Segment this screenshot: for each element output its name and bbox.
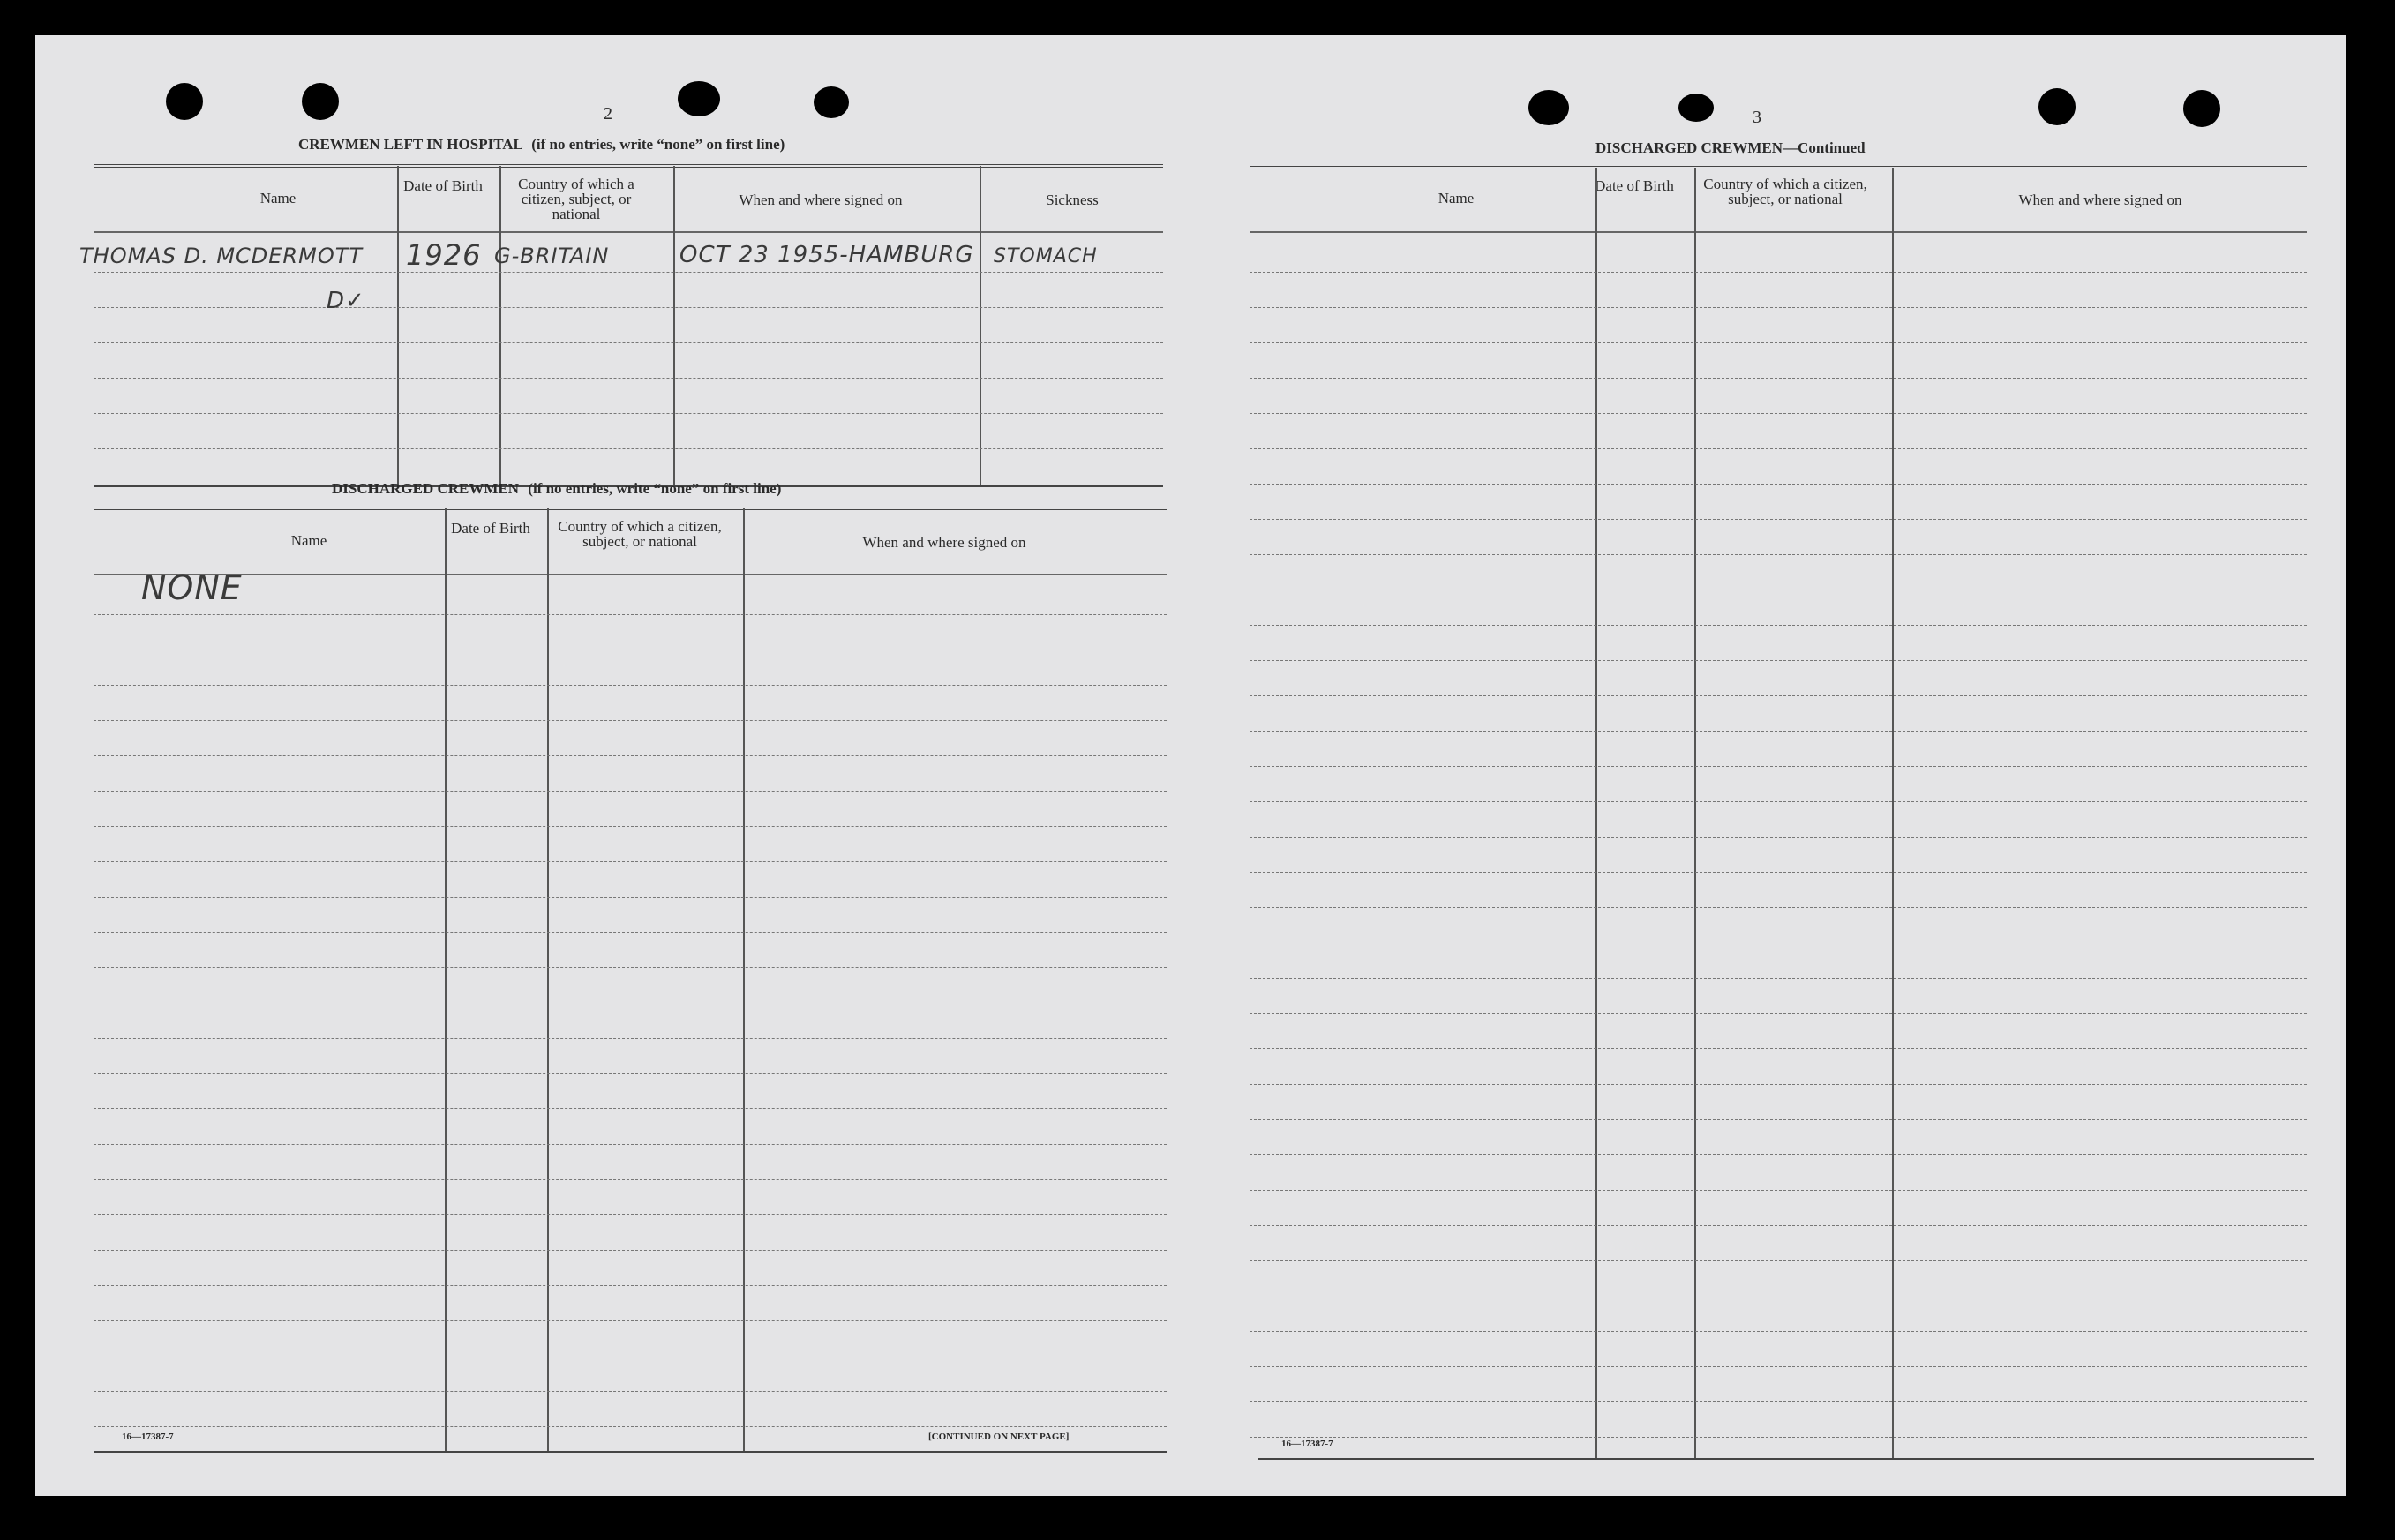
page-number: 2 [604,104,612,124]
col-header-sickness: Sickness [1046,192,1099,208]
section-instruction: (if no entries, write “none” on first line) [531,136,785,153]
form-number: 16—17387-7 [122,1431,174,1442]
entry-line [1250,766,2307,767]
entry-line [94,1426,1167,1427]
entry-line [1250,837,2307,838]
entry-line [94,755,1167,756]
entry-line [1250,484,2307,485]
punch-hole [2183,90,2220,127]
entry-line [94,307,1163,308]
entry-line [94,1250,1167,1251]
entry-line [94,1214,1167,1215]
hospital-entry-sickness: STOMACH [994,245,1098,267]
column-divider [673,166,675,487]
form-number: 16—17387-7 [1281,1439,1333,1449]
col-header-country: Country of which a citizen, subject, or national [558,518,722,550]
entry-line [1250,378,2307,379]
punch-hole [2038,88,2076,125]
entry-line [1250,1366,2307,1367]
hospital-entry-country: G-BRITAIN [494,244,610,268]
entry-line [94,1144,1167,1145]
section-title-suffix: —Continued [1783,139,1866,156]
col-header-country: Country of which a citizen, subject, or national [518,176,634,222]
entry-line [94,1391,1167,1392]
section-title-text: CREWMEN LEFT IN HOSPITAL [298,136,522,153]
entry-line [94,378,1163,379]
entry-line [1250,1013,2307,1014]
entry-line [1250,872,2307,873]
entry-line [94,1179,1167,1180]
entry-line [94,1108,1167,1109]
hospital-entry-signed-on: OCT 23 1955-HAMBURG [679,242,974,268]
entry-line [1250,1154,2307,1155]
entry-line [1250,1048,2307,1049]
entry-line [1250,1119,2307,1120]
hospital-entry-name: THOMAS D. MCDERMOTT [79,244,364,268]
entry-line [94,826,1167,827]
entry-line [1250,519,2307,520]
entry-line [94,720,1167,721]
entry-line [94,1285,1167,1286]
col-header-dob: Date of Birth [1595,177,1674,194]
header-underline [1250,231,2307,233]
entry-line [1250,1190,2307,1191]
entry-line [1250,1260,2307,1261]
right-table-bottom-rule [1258,1458,2314,1460]
entry-line [1250,907,2307,908]
discharged-table-bottom-rule [94,1451,1167,1453]
col-header-dob: Date of Birth [403,177,483,194]
entry-line [94,614,1167,615]
hospital-entry-mark: D✓ [327,288,365,314]
entry-line [1250,1084,2307,1085]
manifest-sheet [35,35,2346,1496]
right-table-top-rule [1250,166,2307,169]
entry-line [94,861,1167,862]
col-header-country: Country of which a citizen, subject, or national [1703,176,1867,207]
entry-line [94,1073,1167,1074]
discharged-continued-title [1595,139,1866,157]
col-header-name: Name [290,532,327,549]
col-header-dob: Date of Birth [451,520,530,537]
entry-line [1250,554,2307,555]
hospital-table-top-rule [94,164,1163,168]
section-title-text: DISCHARGED CREWMEN [1595,139,1783,156]
entry-line [94,1320,1167,1321]
col-header-signed-on: When and where signed on [862,534,1026,551]
discharged-table-top-rule [94,507,1167,510]
hospital-entry-dob: 1926 [406,238,482,272]
column-divider [1892,168,1894,1458]
entry-line [1250,1331,2307,1332]
entry-line [1250,448,2307,449]
entry-line [94,1038,1167,1039]
section-title-text: DISCHARGED CREWMEN [332,480,520,497]
entry-line [94,413,1163,414]
discharged-entry-none: NONE [141,568,243,607]
entry-line [1250,413,2307,414]
page-number: 3 [1753,108,1761,127]
entry-line [94,448,1163,449]
entry-line [1250,660,2307,661]
entry-line [94,967,1167,968]
entry-line [94,342,1163,343]
punch-hole [678,81,720,116]
section-instruction: (if no entries, write “none” on first line) [528,480,782,497]
header-underline [94,574,1167,575]
entry-line [94,932,1167,933]
entry-line [1250,625,2307,626]
entry-line [1250,731,2307,732]
entry-line [94,685,1167,686]
punch-hole [814,86,849,118]
col-header-signed-on: When and where signed on [739,192,903,208]
entry-line [1250,272,2307,273]
punch-hole [1528,90,1569,125]
continued-note: [CONTINUED ON NEXT PAGE] [928,1431,1070,1442]
column-divider [397,166,399,487]
col-header-name: Name [259,190,297,207]
hospital-section-title [298,136,785,154]
entry-line [1250,342,2307,343]
entry-line [94,272,1163,273]
entry-line [1250,1437,2307,1438]
entry-line [1250,801,2307,802]
entry-line [1250,1225,2307,1226]
column-divider [499,166,501,487]
column-divider [1595,168,1597,1458]
column-divider [1694,168,1696,1458]
discharged-section-title [332,480,781,498]
column-divider [980,166,981,487]
entry-line [1250,1401,2307,1402]
col-header-name: Name [1438,190,1475,207]
entry-line [1250,307,2307,308]
entry-line [94,897,1167,898]
entry-line [1250,695,2307,696]
punch-hole [302,83,339,120]
col-header-signed-on: When and where signed on [2018,192,2182,208]
header-underline [94,231,1163,233]
punch-hole [1678,94,1714,122]
entry-line [94,791,1167,792]
punch-hole [166,83,203,120]
entry-line [1250,978,2307,979]
